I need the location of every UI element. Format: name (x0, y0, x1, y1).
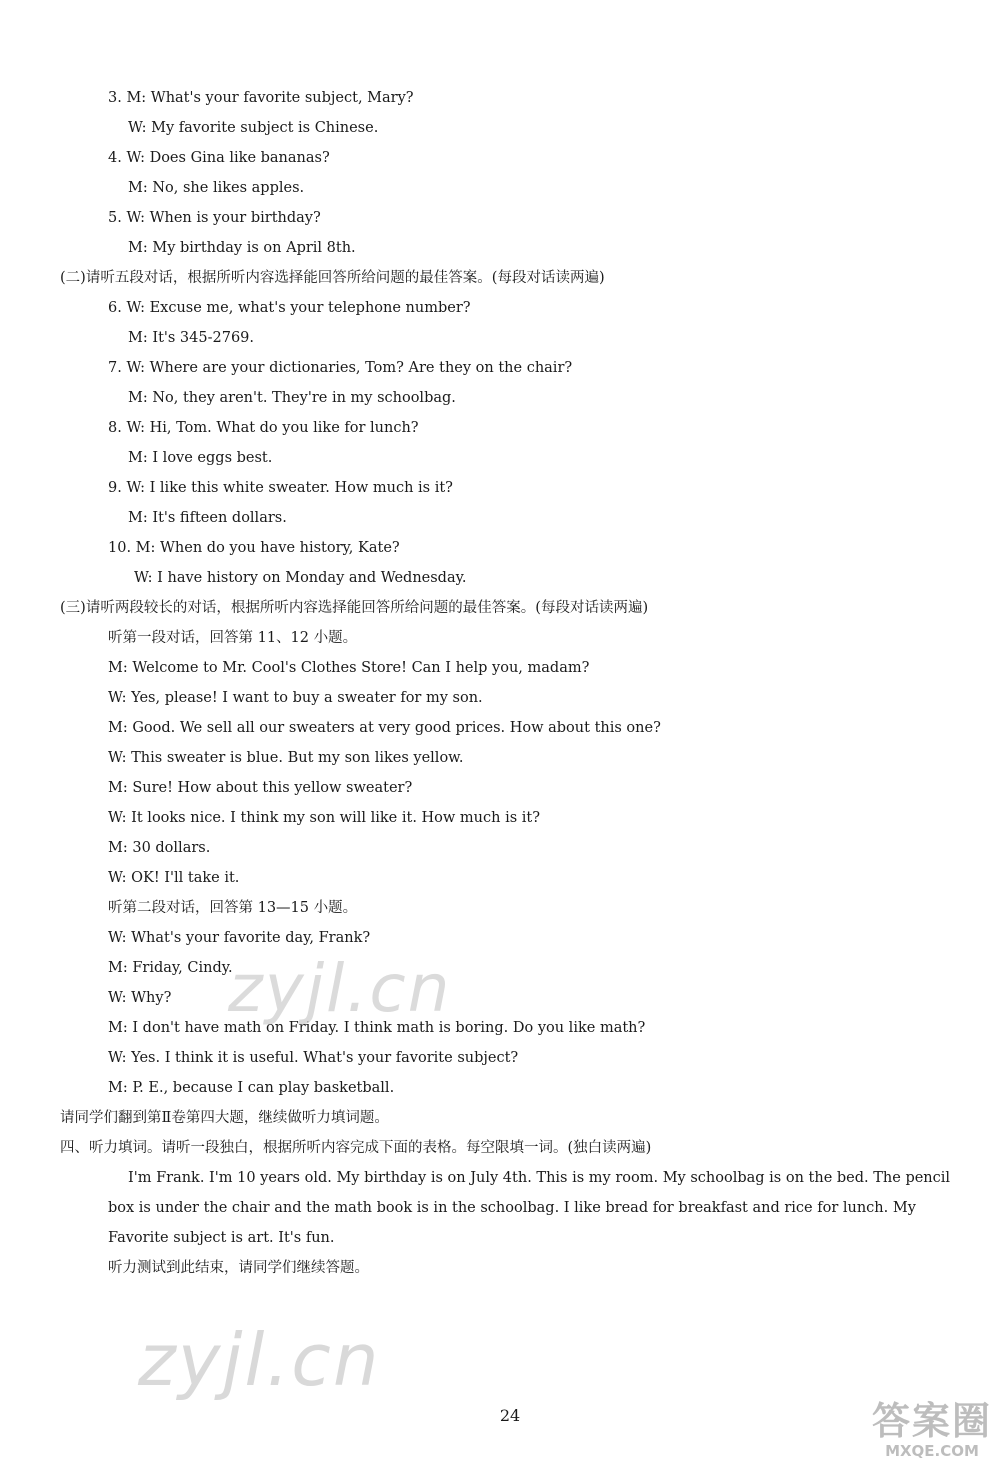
line-q3-w: W: My favorite subject is Chinese. (128, 120, 379, 136)
dialogue-1-instruction: 听第一段对话，回答第 11、12 小题。 (108, 630, 358, 646)
dialogue-2-line: W: Why? (108, 990, 172, 1006)
dialogue-1-line: M: Welcome to Mr. Cool's Clothes Store! Can I help you, madam? (108, 660, 590, 676)
line-q9-m: M: It's fifteen dollars. (128, 510, 287, 526)
dialogue-1-line: M: 30 dollars. (108, 840, 211, 856)
dialogue-1-line: W: This sweater is blue. But my son likes yellow. (108, 750, 464, 766)
site-logo (872, 1390, 992, 1465)
line-q5-w: 5. W: When is your birthday? (108, 210, 321, 226)
dialogue-2-instruction: 听第二段对话，回答第 13—15 小题。 (108, 900, 358, 916)
dialogue-1-line: W: Yes, please! I want to buy a sweater for my son. (108, 690, 483, 706)
section-4-heading: 四、听力填词。请听一段独白，根据所听内容完成下面的表格。每空限填一词。(独白读两遍) (60, 1140, 652, 1156)
dialogue-2-line: M: Friday, Cindy. (108, 960, 233, 976)
line-q8-w: 8. W: Hi, Tom. What do you like for lunch? (108, 420, 419, 436)
line-q4-m: M: No, she likes apples. (128, 180, 305, 196)
ending-note: 听力测试到此结束，请同学们继续答题。 (108, 1260, 369, 1276)
logo-text: 答案圈 (872, 1399, 993, 1443)
dialogue-1-line: W: It looks nice. I think my son will like it. How much is it? (108, 810, 541, 826)
line-q10-w: W: I have history on Monday and Wednesday. (134, 570, 467, 586)
line-q7-w: 7. W: Where are your dictionaries, Tom? Are they on the chair? (108, 360, 573, 376)
section-2-heading: (二)请听五段对话，根据所听内容选择能回答所给问题的最佳答案。(每段对话读两遍) (60, 270, 605, 286)
dialogue-1-line: W: OK! I'll take it. (108, 870, 240, 886)
dialogue-1-line: M: Good. We sell all our sweaters at very good prices. How about this one? (108, 720, 661, 736)
dialogue-2-line: M: P. E., because I can play basketball. (108, 1080, 395, 1096)
section-3-heading: (三)请听两段较长的对话，根据所听内容选择能回答所给问题的最佳答案。(每段对话读两遍) (60, 600, 649, 616)
line-q6-m: M: It's 345-2769. (128, 330, 255, 346)
logo-url: MXQE.COM (885, 1442, 979, 1460)
dialogue-2-line: M: I don't have math on Friday. I think math is boring. Do you like math? (108, 1020, 646, 1036)
line-q3-m: 3. M: What's your favorite subject, Mary? (108, 90, 414, 106)
line-q6-w: 6. W: Excuse me, what's your telephone number? (108, 300, 471, 316)
watermark: zyjl.cn (228, 950, 452, 1027)
turn-page-note: 请同学们翻到第Ⅱ卷第四大题，继续做听力填词题。 (60, 1110, 389, 1126)
watermark: zyjl.cn (138, 1318, 381, 1402)
line-q8-m: M: I love eggs best. (128, 450, 273, 466)
dialogue-2-line: W: Yes. I think it is useful. What's your favorite subject? (108, 1050, 519, 1066)
line-q7-m: M: No, they aren't. They're in my schoolbag. (128, 390, 456, 406)
line-q9-w: 9. W: I like this white sweater. How much is it? (108, 480, 453, 496)
line-q4-w: 4. W: Does Gina like bananas? (108, 150, 330, 166)
line-q5-m: M: My birthday is on April 8th. (128, 240, 356, 256)
monologue-paragraph: I'm Frank. I'm 10 years old. My birthday is on July 4th. This is my room. My schoolbag is on the bed. The pencil box is under the chair and the math book is in the schoolbag. I like bread for breakfast and rice for lunch. My Favorite subject is art. It's fun. (108, 1170, 951, 1246)
page-number: 24 (499, 1406, 521, 1425)
dialogue-2-line: W: What's your favorite day, Frank? (108, 930, 371, 946)
dialogue-1-line: M: Sure! How about this yellow sweater? (108, 780, 413, 796)
line-q10-m: 10. M: When do you have history, Kate? (108, 540, 400, 556)
